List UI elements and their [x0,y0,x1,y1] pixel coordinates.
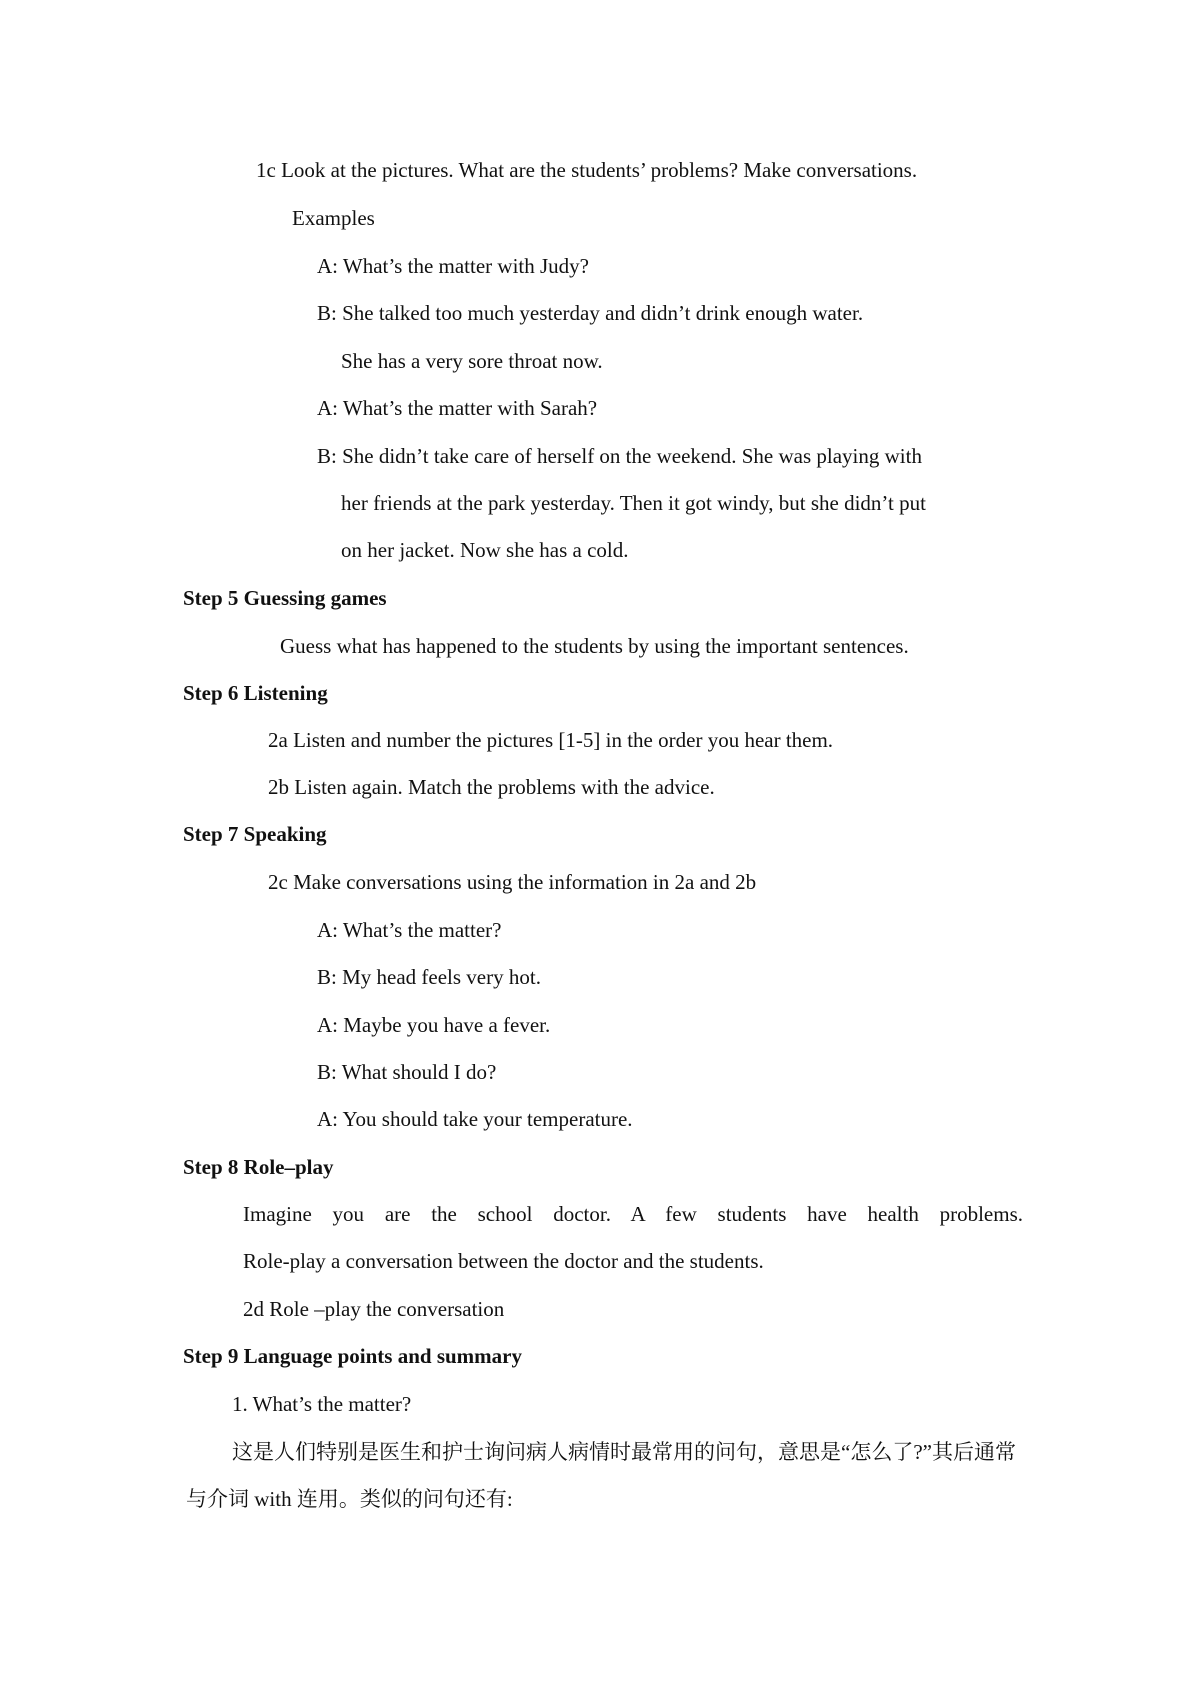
step8-text-line1: Imagine you are the school doctor. A few students have health problems. [243,1202,1023,1226]
step8-text-line2: Role-play a conversation between the doctor and the students. [243,1249,764,1273]
step7-heading: Step 7 Speaking [183,822,327,846]
dialogue-line: A: What’s the matter with Sarah? [317,396,598,420]
dialogue-line: A: What’s the matter? [317,918,502,942]
dialogue-line: A: What’s the matter with Judy? [317,254,589,278]
examples-label: Examples [292,206,375,230]
step8-heading: Step 8 Role–play [183,1155,334,1179]
step6-item: 2b Listen again. Match the problems with the advice. [268,775,715,799]
dialogue-line: B: My head feels very hot. [317,965,541,989]
step9-point1: 1. What’s the matter? [232,1392,412,1416]
dialogue-line: on her jacket. Now she has a cold. [341,538,629,562]
step7-instruction: 2c Make conversations using the information in 2a and 2b [268,870,757,894]
step6-heading: Step 6 Listening [183,681,328,705]
dialogue-line: She has a very sore throat now. [341,349,603,373]
dialogue-line: A: Maybe you have a fever. [317,1013,551,1037]
step8-item: 2d Role –play the conversation [243,1297,505,1321]
step9-chinese-paragraph [186,1429,1026,1523]
section-1c-instruction: 1c Look at the pictures. What are the students’ problems? Make conversations. [256,158,918,182]
dialogue-line: B: She didn’t take care of herself on the weekend. She was playing with [317,444,922,468]
step5-heading: Step 5 Guessing games [183,586,387,610]
step9-heading: Step 9 Language points and summary [183,1344,522,1368]
step5-text: Guess what has happened to the students by using the important sentences. [280,634,909,658]
step9-chinese-text: 这是人们特别是医生和护士询问病人病情时最常用的问句，意思是“怎么了?”其后通常与介词 with 连用。类似的问句还有: [186,1440,1016,1511]
dialogue-line: A: You should take your temperature. [317,1107,633,1131]
dialogue-line: B: What should I do? [317,1060,497,1084]
dialogue-line: her friends at the park yesterday. Then it got windy, but she didn’t put [341,491,926,515]
step6-item: 2a Listen and number the pictures [1-5] in the order you hear them. [268,728,834,752]
dialogue-line: B: She talked too much yesterday and didn’t drink enough water. [317,301,864,325]
